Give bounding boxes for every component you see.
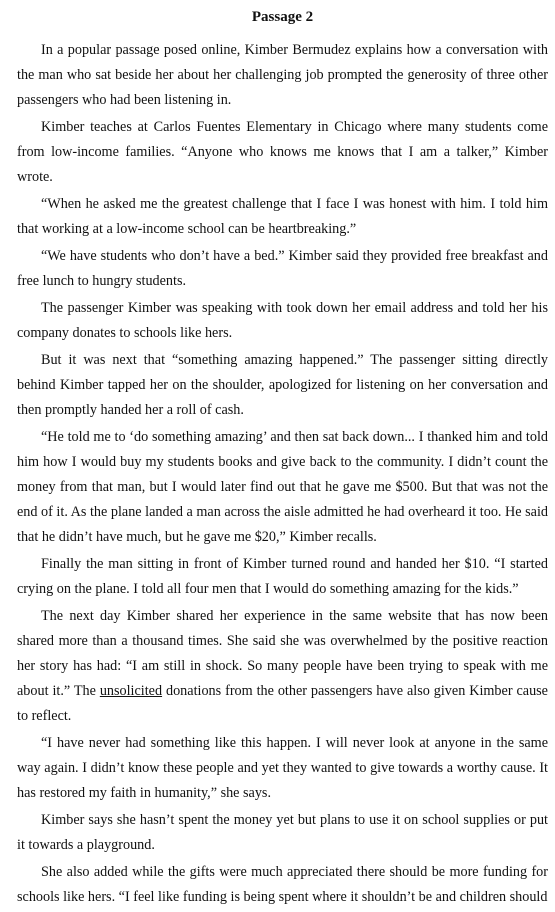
underlined-word-unsolicited: unsolicited bbox=[99, 683, 163, 699]
paragraph-12: She also added while the gifts were much appreciated there should be more funding for schools like hers. “I feel like funding is being spent where it shouldn’t be and children should bbox=[17, 864, 548, 905]
paragraph-10: “I have never had something like this happen. I will never look at anyone in the same way again. I didn’t know these people and yet they wanted to give towards a worthy cause. It has restored my faith in humanity,” she says. bbox=[17, 735, 548, 801]
paragraph-2: Kimber teaches at Carlos Fuentes Elementary in Chicago where many students come from low-income families. “Anyone who knows me knows that I am a talker,” Kimber wrote. bbox=[17, 119, 548, 185]
paragraph-7: “He told me to ‘do something amazing’ and then sat back down... I thanked him and told him how I would buy my students books and give back to the community. I didn’t count the money from that man, but I would later find out that he gave me $500. But that was not the end of it. As the plane landed a man across the aisle admitted he had overheard it too. He said that he didn’t have much, but he gave me $20,” Kimber recalls. bbox=[17, 429, 548, 545]
paragraph-9 bbox=[17, 604, 548, 729]
paragraph-11: Kimber says she hasn’t spent the money yet but plans to use it on school supplies or put it towards a playground. bbox=[17, 812, 548, 853]
paragraph-4: “We have students who don’t have a bed.” Kimber said they provided free breakfast and free lunch to hungry students. bbox=[17, 248, 548, 289]
paragraph-8: Finally the man sitting in front of Kimber turned round and handed her $10. “I started crying on the plane. I told all four men that I would do something amazing for the kids.” bbox=[17, 556, 548, 597]
paragraph-5: The passenger Kimber was speaking with took down her email address and told her his company donates to schools like hers. bbox=[17, 300, 548, 341]
paragraph-1: In a popular passage posed online, Kimber Bermudez explains how a conversation with the man who sat beside her about her challenging job prompted the generosity of three other passengers who had been listening in. bbox=[17, 42, 548, 108]
paragraph-9-text-before: The next day Kimber shared her experience in the same website that has now been shared more than a thousand times. She said she was overwhelmed by the positive reaction her story has had: “I am still in shock. So many people have been trying to speak with me about it.” The bbox=[17, 608, 548, 699]
passage-page bbox=[17, 7, 548, 912]
paragraph-6: But it was next that “something amazing happened.” The passenger sitting directly behind Kimber tapped her on the shoulder, apologized for listening on her conversation and then promptly handed her a roll of cash. bbox=[17, 352, 548, 418]
passage-title: Passage 2 bbox=[251, 9, 314, 25]
paragraph-9-text-after: donations from the other passengers have also given Kimber cause to reflect. bbox=[17, 683, 548, 724]
paragraph-3: “When he asked me the greatest challenge that I face I was honest with him. I told him that working at a low-income school can be heartbreaking.” bbox=[17, 196, 548, 237]
